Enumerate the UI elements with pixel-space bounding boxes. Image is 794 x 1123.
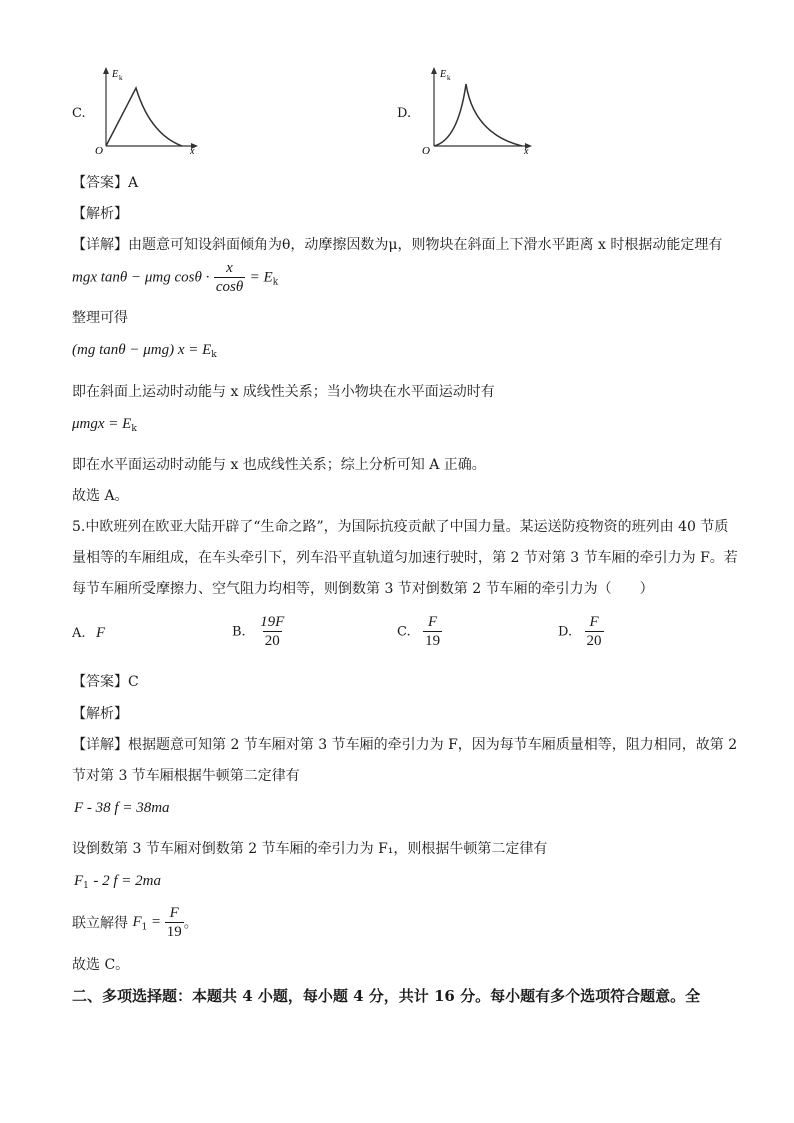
q4-eq1-fraction [214, 259, 245, 296]
q5-answer: 【答案】C [72, 674, 139, 690]
q5-opt-c-num: F [427, 614, 438, 630]
q4-eq2-sub: k [211, 350, 217, 360]
q4-choose: 故选 A。 [72, 488, 129, 504]
option-c-graph [92, 62, 202, 157]
section-2-heading: 二、多项选择题：本题共 4 小题，每小题 4 分，共计 16 分。每小题有多个选项符合题意。全 [72, 987, 701, 1005]
q4-line-flat: 即在水平面运动时动能与 x 也成线性关系；综上分析可知 A 正确。 [72, 457, 486, 473]
q5-solve-sub: 1 [141, 922, 148, 933]
q5-detail-line-1: 根据题意可知第 2 节车厢对第 3 节车厢的牵引力为 F，因为每节车厢质量相等，阻力相同，故第 2 [128, 737, 738, 753]
q5-choose: 故选 C。 [72, 957, 130, 973]
q5-option-d [558, 613, 604, 650]
q4-eq1-den: cosθ [215, 279, 244, 295]
q5-opt-a-value: F [95, 625, 106, 641]
graph-y-label: E [440, 69, 447, 80]
q5-opt-a-label: A. [72, 626, 86, 641]
graph-y-sub: k [447, 74, 451, 82]
q5-opt-d-den: 20 [586, 633, 602, 649]
q5-eq2-f: F [74, 873, 84, 889]
q4-equation-3 [72, 416, 137, 434]
q5-detail-tag: 【详解】 [72, 737, 128, 753]
q4-eq1-left: mgx tanθ − μmg cosθ · [72, 269, 210, 286]
graph-origin: O [422, 145, 430, 157]
q4-eq1-right-sub: k [272, 277, 279, 288]
option-d-label: D. [397, 106, 412, 121]
graph-y-sub: k [119, 74, 123, 82]
q5-stem-line-1: 5.中欧班列在欧亚大陆开辟了“生命之路”，为国际抗疫贡献了中国力量。某运送防疫物资的班列由 40 节质 [72, 519, 729, 535]
q4-eq3-sub: k [131, 424, 137, 434]
graph-x-label: x [190, 146, 195, 157]
q5-option-a [72, 625, 105, 642]
q4-eq1-num: x [226, 260, 233, 276]
q5-opt-c-fraction [423, 613, 442, 650]
q5-solve-eq: = [151, 914, 161, 930]
graph-x-label: x [524, 146, 529, 157]
q5-line-set: 设倒数第 3 节车厢对倒数第 2 节车厢的牵引力为 F₁，则根据牛顿第二定律有 [72, 841, 548, 857]
q5-solve-num: F [169, 905, 179, 921]
q5-opt-b-num: 19F [260, 614, 285, 630]
q5-stem-line-3: 每节车厢所受摩擦力、空气阻力均相等，则倒数第 3 节对倒数第 2 节车厢的牵引力为（ ） [72, 581, 654, 597]
q4-eq3: μmgx = E [72, 416, 132, 432]
option-c-label: C. [72, 106, 86, 121]
q5-opt-d-num: F [589, 614, 599, 630]
q5-opt-b-fraction [258, 613, 286, 650]
q5-opt-c-label: C. [397, 624, 411, 640]
q5-eq2-rest: - 2 f = 2ma [93, 873, 161, 889]
graph-y-label: E [112, 69, 119, 80]
q5-solve-den: 19 [166, 924, 182, 940]
q5-opt-c-den: 19 [425, 633, 441, 649]
q5-analysis-tag: 【解析】 [72, 706, 128, 722]
q4-organize: 整理可得 [72, 310, 128, 326]
q5-solve-f: F [132, 914, 142, 930]
q5-solve-end: 。 [183, 915, 198, 932]
q4-line-incline: 即在斜面上运动时动能与 x 成线性关系；当小物块在水平面运动时有 [72, 384, 495, 400]
q5-detail-line-2: 节对第 3 节车厢根据牛顿第二定律有 [72, 768, 300, 784]
q4-detail-tag: 【详解】 [72, 237, 128, 253]
q5-opt-d-fraction [585, 613, 604, 650]
q5-stem-line-2: 量相等的车厢组成，在车头牵引下，列车沿平直轨道匀加速行驶时，第 2 节对第 3 节车厢的牵引力为 F。若 [72, 550, 738, 566]
q4-detail [72, 234, 722, 254]
q5-opt-d-label: D. [558, 624, 573, 640]
q4-analysis-tag: 【解析】 [72, 206, 128, 222]
q5-opt-b-label: B. [232, 624, 246, 640]
ek-curve [434, 84, 522, 146]
q5-option-b [232, 613, 286, 650]
q5-detail-1 [72, 734, 737, 754]
q4-equation-1 [72, 259, 278, 296]
q5-option-c [397, 613, 442, 650]
q4-answer: 【答案】A [72, 175, 139, 191]
q5-solve-prefix: 联立解得 [72, 915, 128, 932]
q4-detail-text: 由题意可知设斜面倾角为θ，动摩擦因数为μ，则物块在斜面上下滑水平距离 x 时根据动能定理有 [128, 237, 723, 253]
q4-equation-2 [72, 342, 217, 360]
ek-curve [106, 88, 182, 146]
q5-equation-1: F - 38 f = 38ma [74, 800, 170, 816]
q5-opt-b-den: 20 [264, 633, 280, 649]
graph-origin: O [95, 145, 103, 157]
y-axis-arrow [431, 67, 437, 74]
y-axis-arrow [103, 67, 109, 74]
q5-solve [72, 904, 198, 941]
q4-eq2: (mg tanθ − μmg) x = E [72, 342, 212, 358]
q5-equation-2 [74, 873, 161, 891]
option-d-graph [418, 62, 538, 157]
q4-eq1-right: = E [249, 269, 273, 286]
q5-solve-fraction [165, 904, 184, 941]
q5-eq2-sub: 1 [83, 881, 89, 891]
